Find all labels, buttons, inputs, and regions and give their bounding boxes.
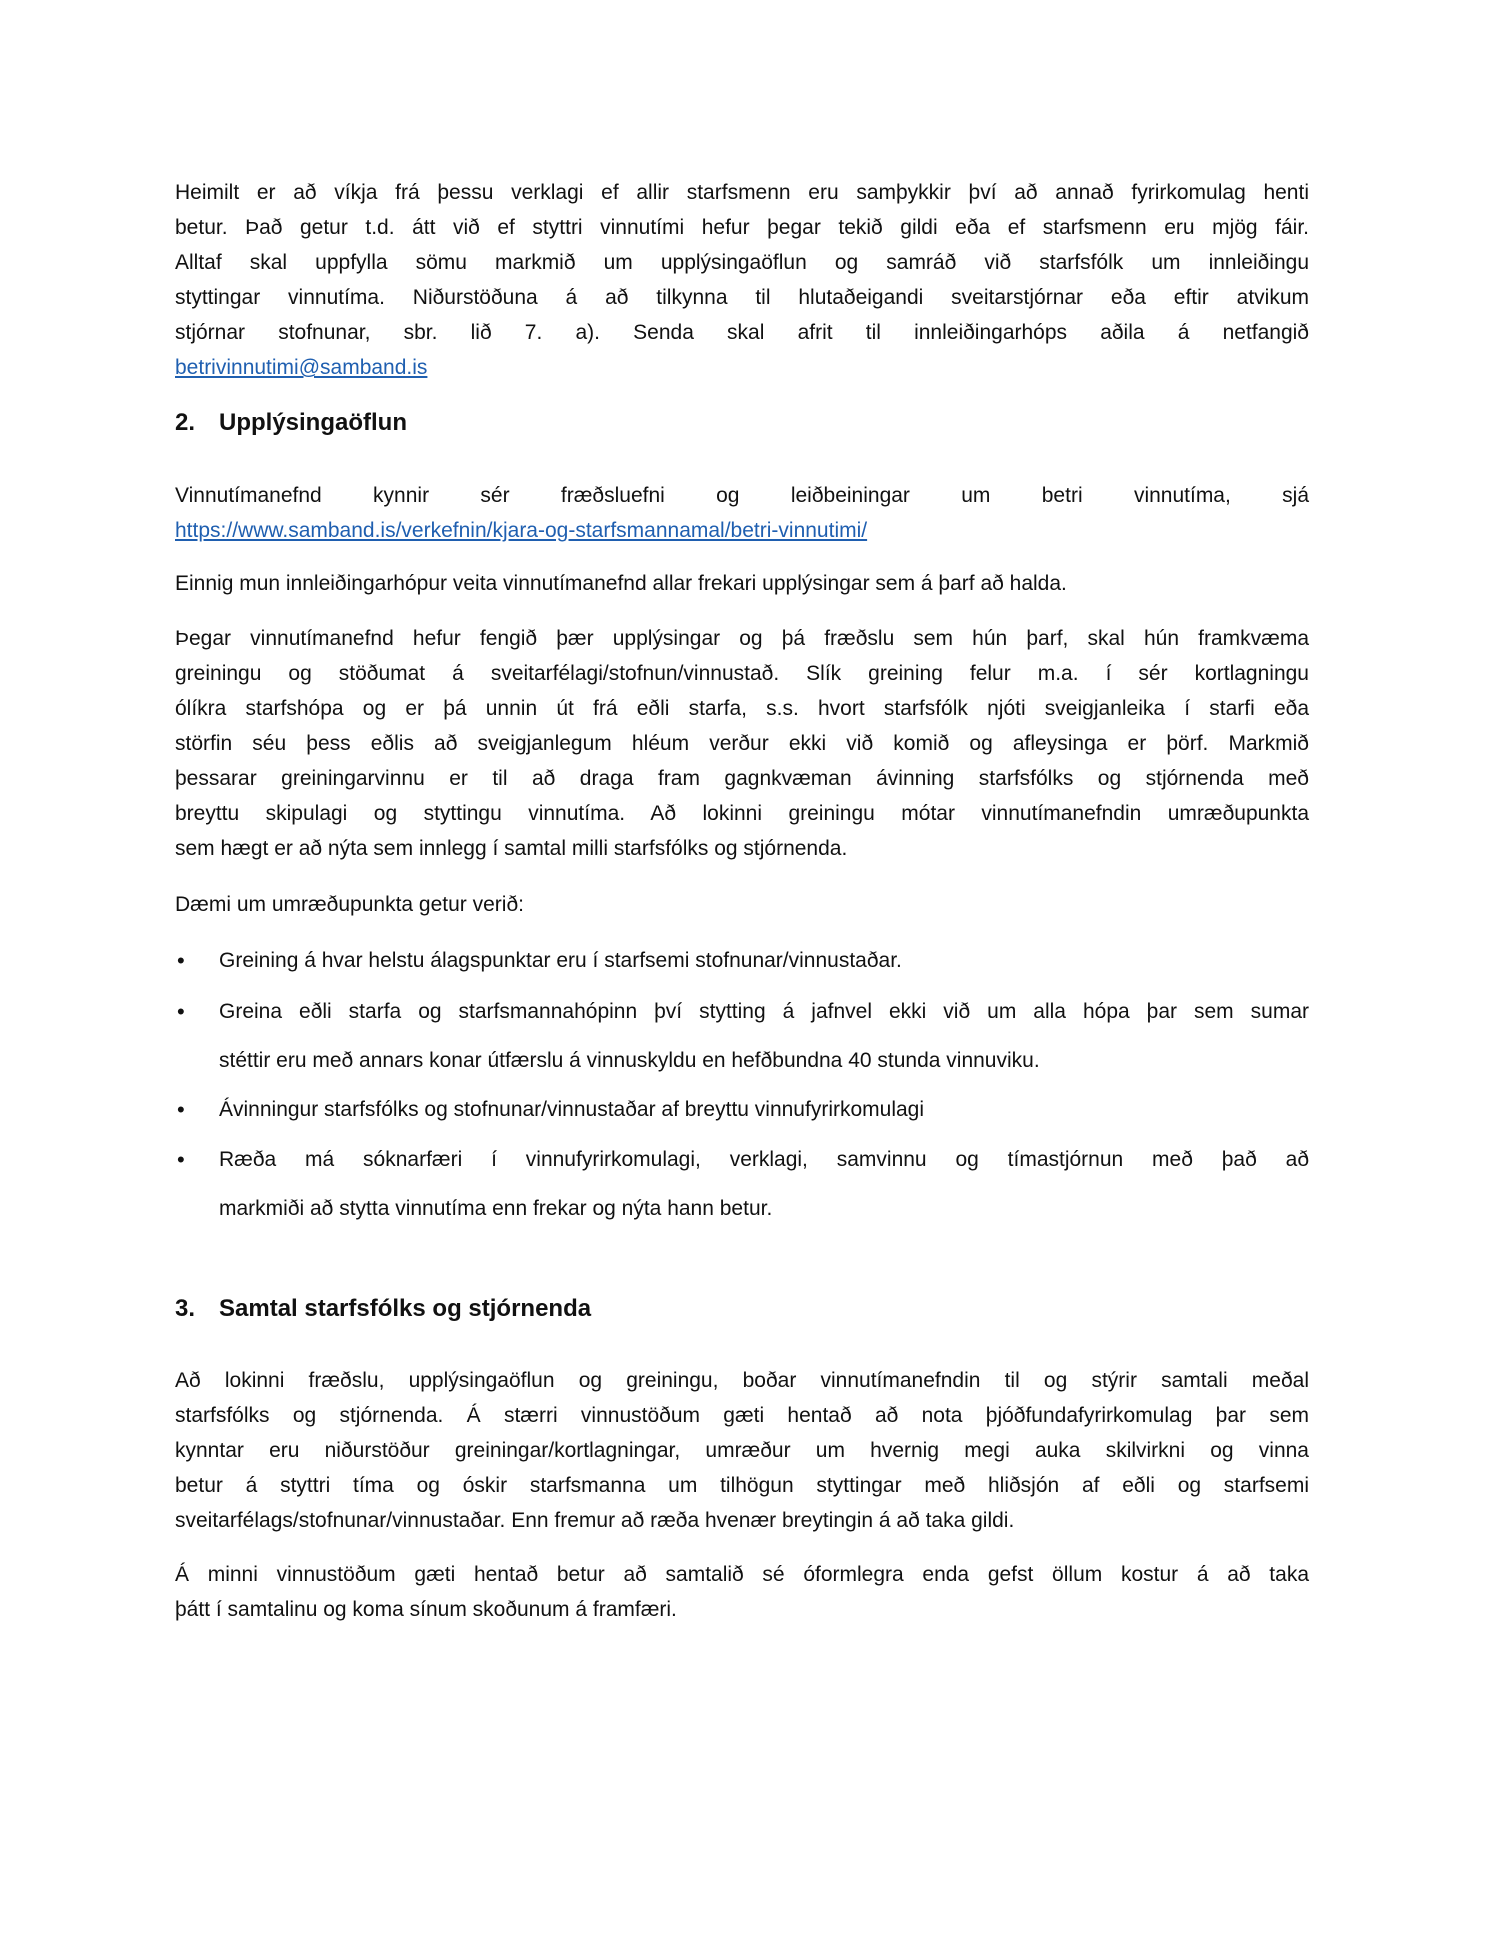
section-title: Upplýsingaöflun (219, 409, 407, 436)
section-heading-2 (175, 406, 407, 440)
paragraph-info (175, 566, 1309, 601)
text-line: betur á styttri tíma og óskir starfsmanna um tilhögun styttingar með hliðsjón af eðli og starfsemi (175, 1474, 1309, 1497)
paragraph-exemption (175, 175, 1309, 385)
text-line: styttingar vinnutíma. Niðurstöðuna á að tilkynna til hlutaðeigandi sveitarstjórnar eða eftir atvikum (175, 286, 1309, 309)
text-line: Alltaf skal uppfylla sömu markmið um upplýsingaöflun og samráð við starfsfólk um innleiðingu (175, 251, 1309, 274)
paragraph-analysis (175, 621, 1309, 866)
paragraph-small-workplaces (175, 1557, 1309, 1627)
bullet-text (219, 1135, 1309, 1233)
bullet-text (219, 936, 1309, 985)
paragraph-dialogue (175, 1363, 1309, 1538)
text-line: kynntar eru niðurstöður greiningar/kortlagningar, umræður um hvernig megi auka skilvirkni og vinna (175, 1439, 1309, 1462)
paragraph-resources (175, 478, 1309, 548)
bullet-icon: • (177, 999, 185, 1024)
text-line: Einnig mun innleiðingarhópur veita vinnutímanefnd allar frekari upplýsingar sem á þarf að halda. (175, 572, 1067, 595)
text-line: starfsfólks og stjórnenda. Á stærri vinnustöðum gæti hentað að nota þjóðfundafyrirkomulag þar sem (175, 1404, 1309, 1427)
text-line: Heimilt er að víkja frá þessu verklagi ef allir starfsmenn eru samþykkir því að annað fyrirkomulag henti (175, 181, 1309, 204)
text-line: stéttir eru með annars konar útfærslu á vinnuskyldu en hefðbundna 40 stunda vinnuviku. (219, 1049, 1040, 1072)
section-title: Samtal starfsfólks og stjórnenda (219, 1295, 592, 1322)
text-line: breyttu skipulagi og styttingu vinnutíma. Að lokinni greiningu mótar vinnutímanefndin umræðupunkta (175, 802, 1309, 825)
text-line: Á minni vinnustöðum gæti hentað betur að samtalið sé óformlegra enda gefst öllum kostur á að taka (175, 1563, 1309, 1586)
text-line: Ávinningur starfsfólks og stofnunar/vinnustaðar af breyttu vinnufyrirkomulagi (219, 1098, 925, 1121)
text-line: greiningu og stöðumat á sveitarfélagi/stofnun/vinnustað. Slík greining felur m.a. í sér kortlagningu (175, 662, 1309, 685)
text-line: Greining á hvar helstu álagspunktar eru í starfsemi stofnunar/vinnustaðar. (219, 949, 902, 972)
text-line: sveitarfélags/stofnunar/vinnustaðar. Enn fremur að ræða hvenær breytingin á að taka gildi. (175, 1509, 1015, 1532)
section-number: 2. (175, 409, 196, 436)
bullet-icon: • (177, 1097, 185, 1122)
bullet-text (219, 987, 1309, 1085)
text-line: ólíkra starfshópa og er þá unnin út frá eðli starfa, s.s. hvort starfsfólk njóti sveigjanleika í starfi eða (175, 697, 1309, 720)
text-line: störfin séu þess eðlis að sveigjanlegum hléum verður ekki við komið og afleysinga er þörf. Markmið (175, 732, 1309, 755)
bullet-icon: • (177, 1147, 185, 1172)
text-line: betur. Það getur t.d. átt við ef styttri vinnutími hefur þegar tekið gildi eða ef starfsmenn eru mjög fáir. (175, 216, 1309, 239)
bullet-icon: • (177, 948, 185, 973)
text-line: Dæmi um umræðupunkta getur verið: (175, 893, 524, 916)
text-line: Að lokinni fræðslu, upplýsingaöflun og greiningu, boðar vinnutímanefndin til og stýrir samtali meðal (175, 1369, 1309, 1392)
section-heading-3 (175, 1292, 591, 1326)
section-number: 3. (175, 1295, 196, 1322)
email-link[interactable]: betrivinnutimi@samband.is (175, 356, 428, 379)
text-line: þátt í samtalinu og koma sínum skoðunum á framfæri. (175, 1598, 677, 1621)
paragraph-examples-intro (175, 887, 1309, 922)
text-line: Þegar vinnutímanefnd hefur fengið þær upplýsingar og þá fræðslu sem hún þarf, skal hún framkvæma (175, 627, 1309, 650)
text-line: stjórnar stofnunar, sbr. lið 7. a). Senda skal afrit til innleiðingarhóps aðila á netfangið (175, 321, 1309, 344)
text-line: markmiði að stytta vinnutíma enn frekar og nýta hann betur. (219, 1197, 773, 1220)
samband-url-link[interactable]: https://www.samband.is/verkefnin/kjara-og-starfsmannamal/betri-vinnutimi/ (175, 519, 868, 542)
text-line: Greina eðli starfa og starfsmannahópinn því stytting á jafnvel ekki við um alla hópa þar sem sumar (219, 1000, 1309, 1023)
text-line: Ræða má sóknarfæri í vinnufyrirkomulagi, verklagi, samvinnu og tímastjórnun með það að (219, 1148, 1309, 1171)
bullet-text (219, 1085, 1309, 1134)
text-line: sem hægt er að nýta sem innlegg í samtal milli starfsfólks og stjórnenda. (175, 837, 848, 860)
text-line: Vinnutímanefnd kynnir sér fræðsluefni og leiðbeiningar um betri vinnutíma, sjá (175, 484, 1309, 507)
text-line: þessarar greiningarvinnu er til að draga fram gagnkvæman ávinning starfsfólks og stjórnenda með (175, 767, 1309, 790)
